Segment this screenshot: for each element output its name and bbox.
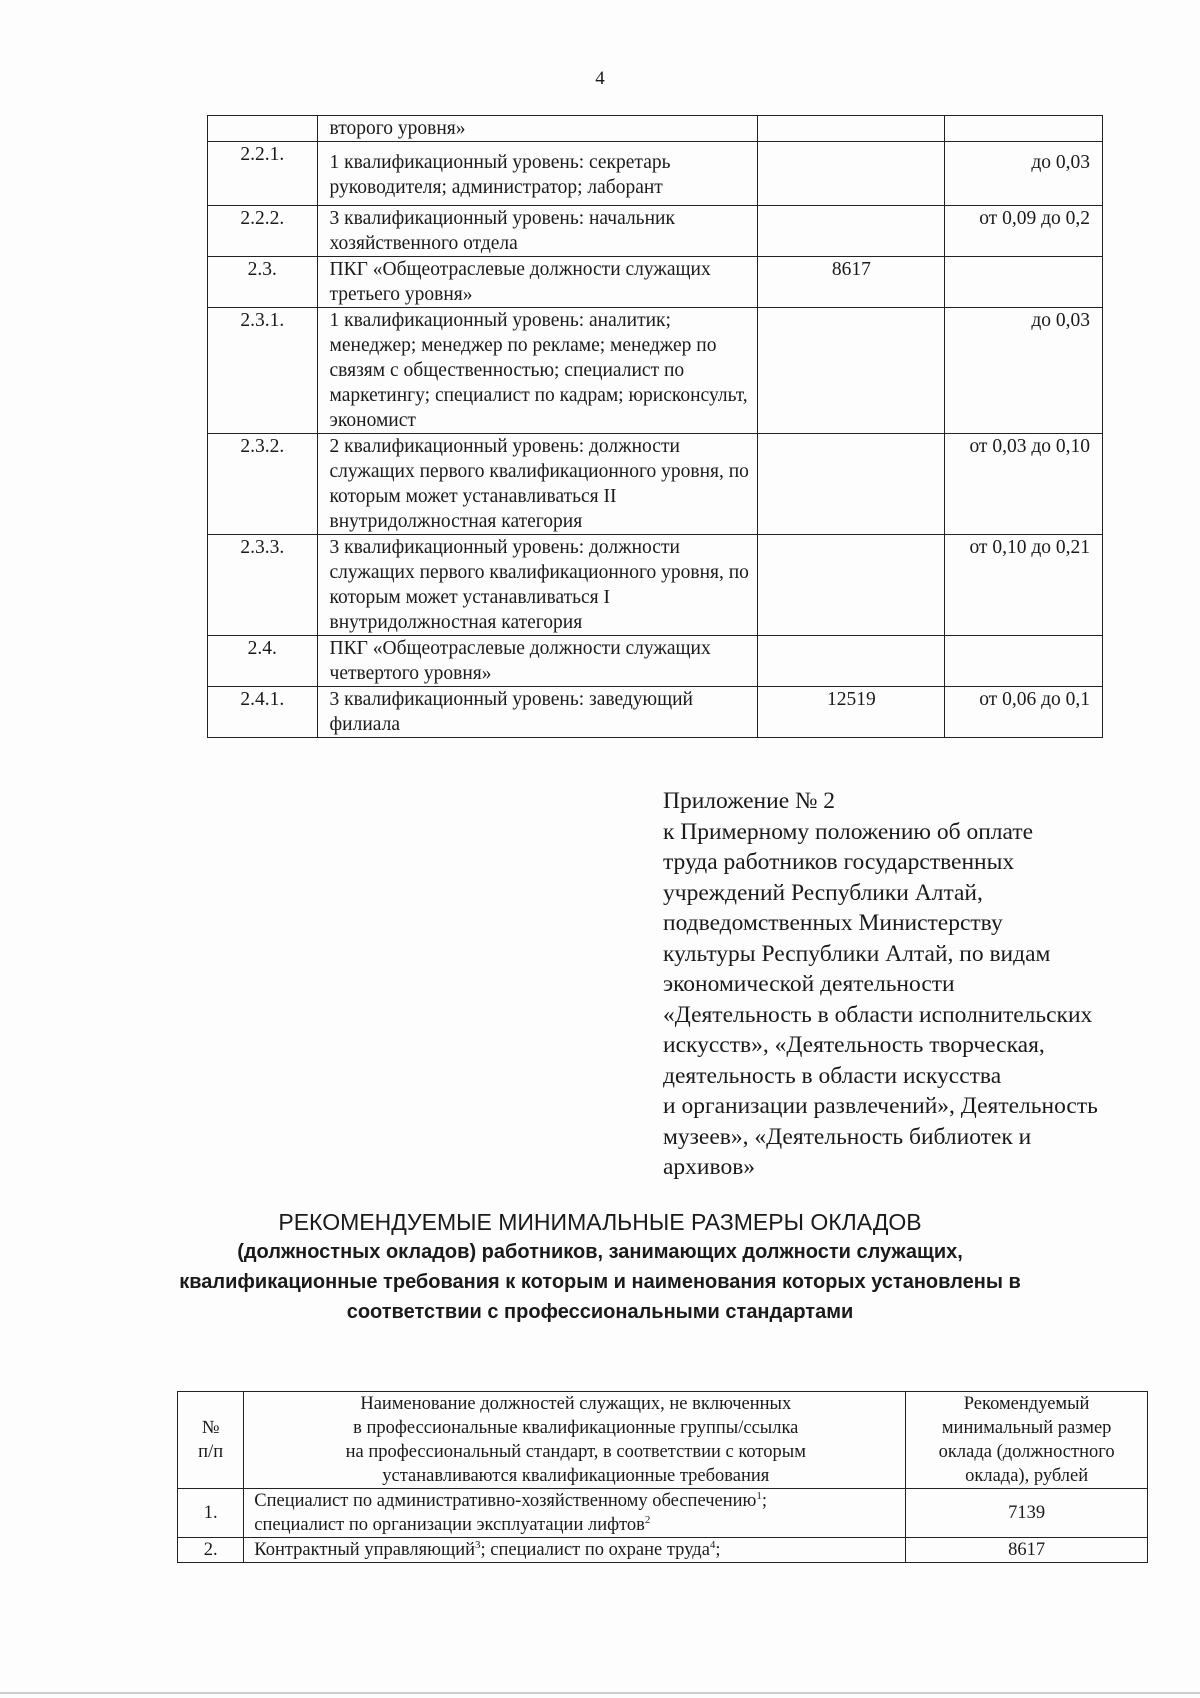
footnote-ref: 1 [756,1489,762,1502]
position-name-part: ; [715,1540,721,1560]
row-number: 2.3.3. [208,535,318,636]
table-row [178,1489,1148,1538]
heading-title: РЕКОМЕНДУЕМЫЕ МИНИМАЛЬНЫЕ РАЗМЕРЫ ОКЛАДОВ [278,1209,922,1235]
table-row [208,687,1103,738]
coefficient-cell: до 0,03 [945,308,1103,434]
position-name: 3 квалификационный уровень: начальник хозяйственного отдела [317,206,758,257]
salary-cell [758,535,945,636]
position-name-part: Контрактный управляющий [254,1540,476,1560]
coefficient-cell: от 0,10 до 0,21 [945,535,1103,636]
table-row [208,308,1103,434]
row-number: 2.2.2. [208,206,318,257]
footnote-ref: 4 [709,1538,716,1551]
row-number: 2.3.2. [208,434,318,535]
row-number [208,116,318,142]
position-name: 2 квалификационный уровень: должности служащих первого квалификационного уровня, по которым может устанавливаться II внутридолжностная категория [317,434,758,535]
row-number: 1. [178,1489,244,1538]
table-row [208,116,1103,142]
position-name [244,1538,906,1563]
salary-cell [758,636,945,687]
table-row [208,206,1103,257]
table-row [208,535,1103,636]
qualification-table [207,115,1103,738]
coefficient-cell [945,636,1103,687]
table-row [208,142,1103,206]
salary-cell: 12519 [758,687,945,738]
page-edge [0,1692,1200,1694]
table-row [208,434,1103,535]
salary-value: 7139 [906,1489,1148,1538]
row-number: 2. [178,1538,244,1563]
table-row [208,636,1103,687]
salary-cell [758,434,945,535]
row-number: 2.4. [208,636,318,687]
header-number: № п/п [178,1392,244,1489]
coefficient-cell [945,116,1103,142]
table-header-row [178,1392,1148,1489]
position-name: 3 квалификационный уровень: должности служащих первого квалификационного уровня, по которым может устанавливаться I внутридолжностная категория [317,535,758,636]
footnote-ref: 3 [475,1538,481,1551]
position-name: 3 квалификационный уровень: заведующий филиала [317,687,758,738]
salary-cell [758,206,945,257]
coefficient-cell [945,257,1103,308]
position-name: 1 квалификационный уровень: аналитик; менеджер; менеджер по рекламе; менеджер по связям с общественностью; специалист по маркетингу; специалист по кадрам; юрисконсульт, экономист [317,308,758,434]
position-name-part: Специалист по административно-хозяйственному обеспечению [254,1491,757,1511]
section-heading [150,1207,1050,1327]
position-name: 1 квалификационный уровень: секретарь руководителя; администратор; лаборант [317,142,758,206]
appendix-note [663,786,1183,1183]
coefficient-cell: от 0,03 до 0,10 [945,434,1103,535]
appendix-title: Приложение № 2 [663,788,836,814]
position-name-part: ; специалист по охране труда [480,1540,710,1560]
appendix-text: к Примерному положению об оплате труда работников государственных учреждений Республики Алтай, подведомственных Министерству культуры Республики Алтай, по видам экономической деятельности «Деятельность в области исполнительских искусств», «Деятельность творческая, деятельность в области искусства и организации развлечений», Деятельность музеев», «Деятельность библиотек и архивов» [663,818,1098,1180]
coefficient-cell: до 0,03 [945,142,1103,206]
coefficient-cell: от 0,06 до 0,1 [945,687,1103,738]
row-number: 2.4.1. [208,687,318,738]
salary-value: 8617 [906,1538,1148,1563]
position-name: ПКГ «Общеотраслевые должности служащих четвертого уровня» [317,636,758,687]
position-name [244,1489,906,1538]
heading-subtitle: (должностных окладов) работников, занимающих должности служащих, квалификационные требования к которым и наименования которых установлены в соответствии с профессиональными стандартами [179,1241,1021,1323]
row-number: 2.3.1. [208,308,318,434]
page-number: 4 [595,68,605,89]
salary-cell [758,142,945,206]
table-row [178,1538,1148,1563]
position-name: второго уровня» [317,116,758,142]
salary-cell [758,116,945,142]
header-value: Рекомендуемый минимальный размер оклада (должностного оклада), рублей [906,1392,1148,1489]
row-number: 2.2.1. [208,142,318,206]
salary-cell [758,308,945,434]
row-number: 2.3. [208,257,318,308]
salary-cell: 8617 [758,257,945,308]
salary-table [177,1391,1148,1563]
position-name-part: специалист по организации эксплуатации лифтов [254,1515,645,1535]
table-row [208,257,1103,308]
coefficient-cell: от 0,09 до 0,2 [945,206,1103,257]
position-name-part: ; [761,1491,767,1511]
header-name: Наименование должностей служащих, не включенных в профессиональные квалификационные группы/ссылка на профессиональный стандарт, в соответствии с которым устанавливаются квалификационные требования [244,1392,906,1489]
footnote-ref: 2 [644,1513,651,1526]
position-name: ПКГ «Общеотраслевые должности служащих третьего уровня» [317,257,758,308]
